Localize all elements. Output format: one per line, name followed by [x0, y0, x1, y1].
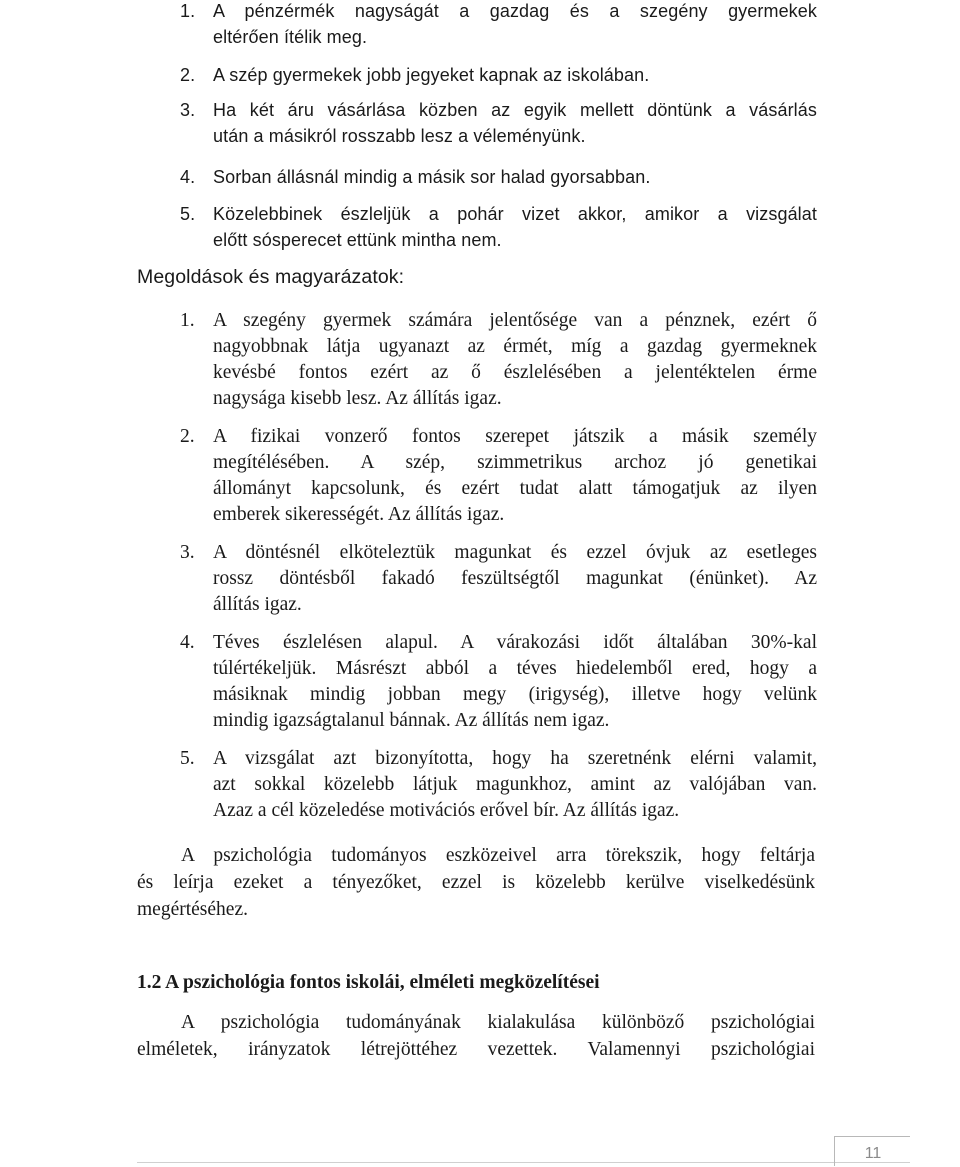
page-number-box: [834, 1136, 910, 1166]
text-line: mindig igazságtalanul bánnak. Az állítás nem igaz.: [213, 710, 610, 731]
text-line: megítélésében. A szép, szimmetrikus archoz jó genetikai: [213, 452, 817, 473]
text-line: állományt kapcsolunk, és ezért tudat alatt támogatjuk az ilyen: [213, 478, 817, 499]
text-line: túlértékeljük. Másrészt abból a téves hiedelemből ered, hogy a: [213, 658, 817, 679]
text-line: Téves észlelésen alapul. A várakozási időt általában 30%-kal: [213, 632, 817, 653]
list-number: 4.: [180, 167, 196, 187]
solution-item: [180, 424, 817, 528]
text-line: A szegény gyermek számára jelentősége van a pénznek, ezért ő: [213, 310, 817, 331]
text-line: nagysága kisebb lesz. Az állítás igaz.: [213, 388, 502, 409]
text-line: azt sokkal közelebb látjuk magunkhoz, amint az valójában van.: [213, 774, 817, 795]
text-line: Azaz a cél közeledése motivációs erővel bír. Az állítás igaz.: [213, 800, 680, 821]
solution-item: [180, 630, 817, 734]
text-line: elméletek, irányzatok létrejöttéhez vezettek. Valamennyi pszichológiai: [137, 1039, 815, 1060]
solution-item: [180, 308, 817, 412]
section-heading: 1.2 A pszichológia fontos iskolái, elméleti megközelítései: [137, 972, 600, 993]
question-item: [180, 62, 817, 88]
question-item: [180, 201, 817, 253]
text-line: eltérően ítélik meg.: [213, 27, 368, 47]
list-number: 1.: [180, 310, 195, 331]
text-line: másiknak mindig jobban megy (irigység), illetve hogy velünk: [213, 684, 817, 705]
text-line: és leírja ezeket a tényezőket, ezzel is közelebb kerülve viselkedésünk: [137, 872, 815, 893]
text-line: Ha két áru vásárlása közben az egyik mellett döntünk a vásárlás: [213, 100, 817, 120]
question-item: [180, 97, 817, 149]
footer-rule: [137, 1162, 910, 1163]
text-line: után a másikról rosszabb lesz a véleményünk.: [213, 126, 586, 146]
text-line: A szép gyermekek jobb jegyeket kapnak az iskolában.: [213, 65, 650, 85]
text-line: A fizikai vonzerő fontos szerepet játszik a másik személy: [213, 426, 817, 447]
text-line: A pénzérmék nagyságát a gazdag és a szegény gyermekek: [213, 1, 817, 21]
body-paragraph: [137, 1009, 815, 1063]
text-line: megértéséhez.: [137, 899, 248, 920]
text-line: rossz döntésből fakadó feszültségtől magunkat (énünket). Az: [213, 568, 817, 589]
text-line: A vizsgálat azt bizonyította, hogy ha szeretnénk elérni valamit,: [213, 748, 817, 769]
page-number: 11: [864, 1145, 882, 1162]
list-number: 2.: [180, 426, 195, 447]
question-item: [180, 0, 817, 50]
list-number: 5.: [180, 748, 195, 769]
text-line: emberek sikerességét. Az állítás igaz.: [213, 504, 505, 525]
list-number: 3.: [180, 100, 196, 120]
list-number: 3.: [180, 542, 195, 563]
text-line: Sorban állásnál mindig a másik sor halad gyorsabban.: [213, 167, 651, 187]
text-line: kevésbé fontos ezért az ő észlelésében a jelentéktelen érme: [213, 362, 817, 383]
list-number: 4.: [180, 632, 195, 653]
solution-item: [180, 540, 817, 618]
body-paragraph: [137, 842, 815, 923]
text-line: előtt sósperecet ettünk mintha nem.: [213, 230, 502, 250]
list-number: 1.: [180, 1, 196, 21]
text-line: állítás igaz.: [213, 594, 302, 615]
list-number: 2.: [180, 65, 196, 85]
question-item: [180, 164, 817, 190]
solution-item: [180, 746, 817, 824]
solutions-heading: Megoldások és magyarázatok:: [137, 266, 405, 288]
text-line: A döntésnél elköteleztük magunkat és ezzel óvjuk az esetleges: [213, 542, 817, 563]
text-line: A pszichológia tudományának kialakulása különböző pszichológiai: [181, 1012, 815, 1033]
text-line: nagyobbnak látja ugyanazt az érmét, míg a gazdag gyermeknek: [213, 336, 817, 357]
text-line: A pszichológia tudományos eszközeivel arra törekszik, hogy feltárja: [181, 845, 815, 866]
list-number: 5.: [180, 204, 196, 224]
text-line: Közelebbinek észleljük a pohár vizet akkor, amikor a vizsgálat: [213, 204, 817, 224]
